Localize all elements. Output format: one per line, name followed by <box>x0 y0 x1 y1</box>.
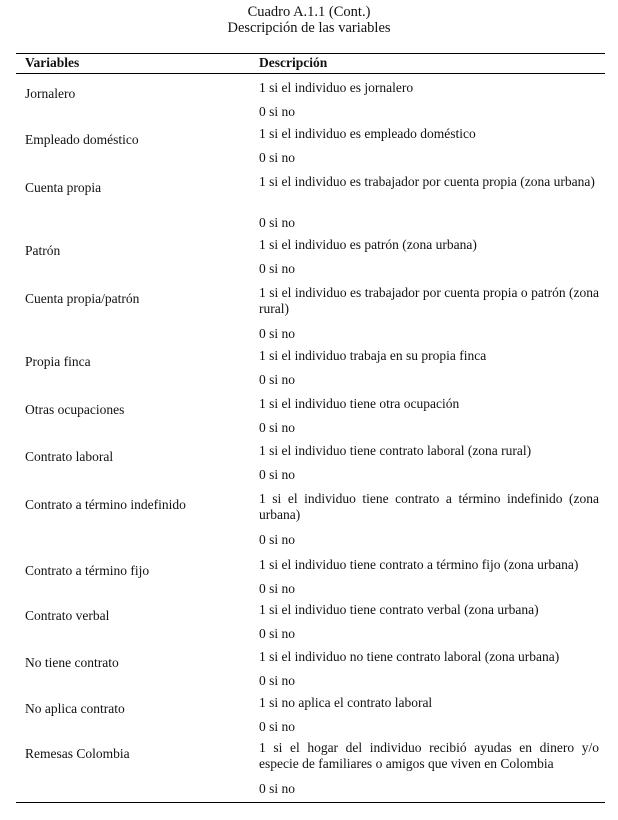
description-true: 1 si el individuo trabaja en su propia finca <box>259 348 487 363</box>
header-rule <box>16 73 605 74</box>
description-true: 1 si el individuo tiene otra ocupación <box>259 396 460 411</box>
description-true: 1 si el individuo es jornalero <box>259 80 414 95</box>
table-title: Cuadro A.1.1 (Cont.) <box>247 4 371 20</box>
description-false: 0 si no <box>259 626 296 641</box>
description-false: 0 si no <box>259 104 296 119</box>
description-false: 0 si no <box>259 673 296 688</box>
description-true: 1 si el individuo tiene contrato a término fijo (zona urbana) <box>259 557 579 572</box>
variable-name: Contrato a término indefinido <box>25 497 186 512</box>
description-true: 1 si el individuo tiene contrato verbal (zona urbana) <box>259 602 539 617</box>
description-true: 1 si el individuo tiene contrato a término indefinido (zona urbana) <box>259 491 599 522</box>
description-true: 1 si no aplica el contrato laboral <box>259 695 433 710</box>
header-variables: Variables <box>25 55 80 70</box>
description-false: 0 si no <box>259 372 296 387</box>
variable-name: No aplica contrato <box>25 701 125 716</box>
variable-name: Contrato laboral <box>25 449 114 464</box>
variable-name: Empleado doméstico <box>25 132 139 147</box>
variable-name: Contrato a término fijo <box>25 563 150 578</box>
table-subtitle: Descripción de las variables <box>227 20 391 36</box>
description-false: 0 si no <box>259 420 296 435</box>
variable-name: Remesas Colombia <box>25 746 130 761</box>
header-description: Descripción <box>259 55 328 70</box>
top-rule <box>16 53 605 54</box>
description-false: 0 si no <box>259 215 296 230</box>
variable-name: Cuenta propia/patrón <box>25 291 140 306</box>
variable-name: Otras ocupaciones <box>25 402 125 417</box>
description-false: 0 si no <box>259 719 296 734</box>
description-false: 0 si no <box>259 581 296 596</box>
variable-name: Cuenta propia <box>25 180 102 195</box>
description-false: 0 si no <box>259 326 296 341</box>
variable-name: Contrato verbal <box>25 608 110 623</box>
variable-name: Propia finca <box>25 354 91 369</box>
description-true: 1 si el individuo es empleado doméstico <box>259 126 476 141</box>
description-true: 1 si el individuo es trabajador por cuenta propia (zona urbana) <box>259 174 595 189</box>
variable-name: No tiene contrato <box>25 655 119 670</box>
description-true: 1 si el individuo es trabajador por cuenta propia o patrón (zona rural) <box>259 285 599 316</box>
description-true: 1 si el individuo es patrón (zona urbana) <box>259 237 477 252</box>
variable-name: Jornalero <box>25 86 76 101</box>
bottom-rule <box>16 802 605 803</box>
description-true: 1 si el individuo tiene contrato laboral (zona rural) <box>259 443 532 458</box>
description-false: 0 si no <box>259 781 296 796</box>
description-true: 1 si el individuo no tiene contrato laboral (zona urbana) <box>259 649 560 664</box>
description-false: 0 si no <box>259 261 296 276</box>
description-false: 0 si no <box>259 532 296 547</box>
variable-name: Patrón <box>25 243 61 258</box>
description-false: 0 si no <box>259 150 296 165</box>
description-true: 1 si el hogar del individuo recibió ayudas en dinero y/o especie de familiares o amigos que viven en Colombia <box>259 740 599 771</box>
description-false: 0 si no <box>259 467 296 482</box>
